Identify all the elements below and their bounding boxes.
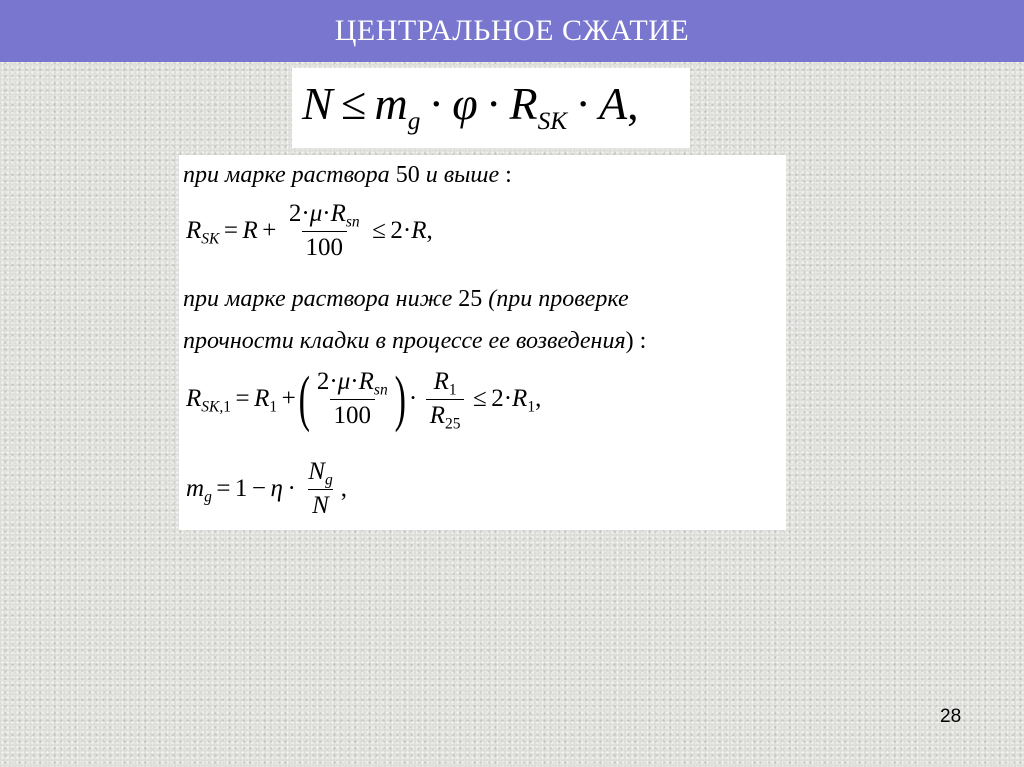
- rsk1-fraction: $\frac{2\cdot\mu\cdot R_{sn}}{100}$: [316, 368, 388, 429]
- rsk-formula: $R_{SK}$ = R + $\frac{2\cdot\mu\cdot R_{sn}}{100}$ ≤ 2· R ,: [186, 200, 433, 261]
- slide-title-bar: [0, 0, 1024, 62]
- symbol-phi: φ: [452, 78, 478, 129]
- condition-2-line2: прочности кладки в процессе ее возведения) :: [183, 328, 647, 354]
- page-number: 28: [940, 706, 962, 727]
- ng-n-fraction: $\frac{N_g}{N}$: [308, 458, 333, 519]
- rsk1-formula: $R_{SK,1}$ = $R_1$ + ( $\frac{2\cdot\mu\cdot R_{sn}}{100}$ ) · $\frac{R_1}{R_{25}}$ ≤ 2· $R_1$ ,: [186, 365, 542, 434]
- symbol-m: m: [374, 78, 408, 129]
- condition-1-text: при марке раствора 50 и выше :: [183, 162, 512, 188]
- main-formula: $N \le m_g \cdot \varphi \cdot R_{SK} \cdot A$,: [302, 78, 639, 136]
- symbol-N: N: [302, 78, 333, 129]
- condition-2-line1: при марке раствора ниже 25 (при проверке: [183, 286, 629, 312]
- slide-title: ЦЕНТРАЛЬНОЕ СЖАТИЕ: [334, 14, 690, 47]
- symbol-R: R: [509, 78, 538, 129]
- left-paren: (: [298, 365, 311, 434]
- r1-r25-fraction: $\frac{R_1}{R_{25}}$: [426, 368, 465, 431]
- rsk-fraction: $\frac{2\cdot\mu\cdot R_{sn}}{100}$: [288, 200, 360, 261]
- right-paren: ): [394, 365, 406, 434]
- symbol-A: A: [599, 78, 628, 129]
- mg-formula: $m_g$ = 1 − η · $\frac{N_g}{N}$ ,: [186, 458, 347, 519]
